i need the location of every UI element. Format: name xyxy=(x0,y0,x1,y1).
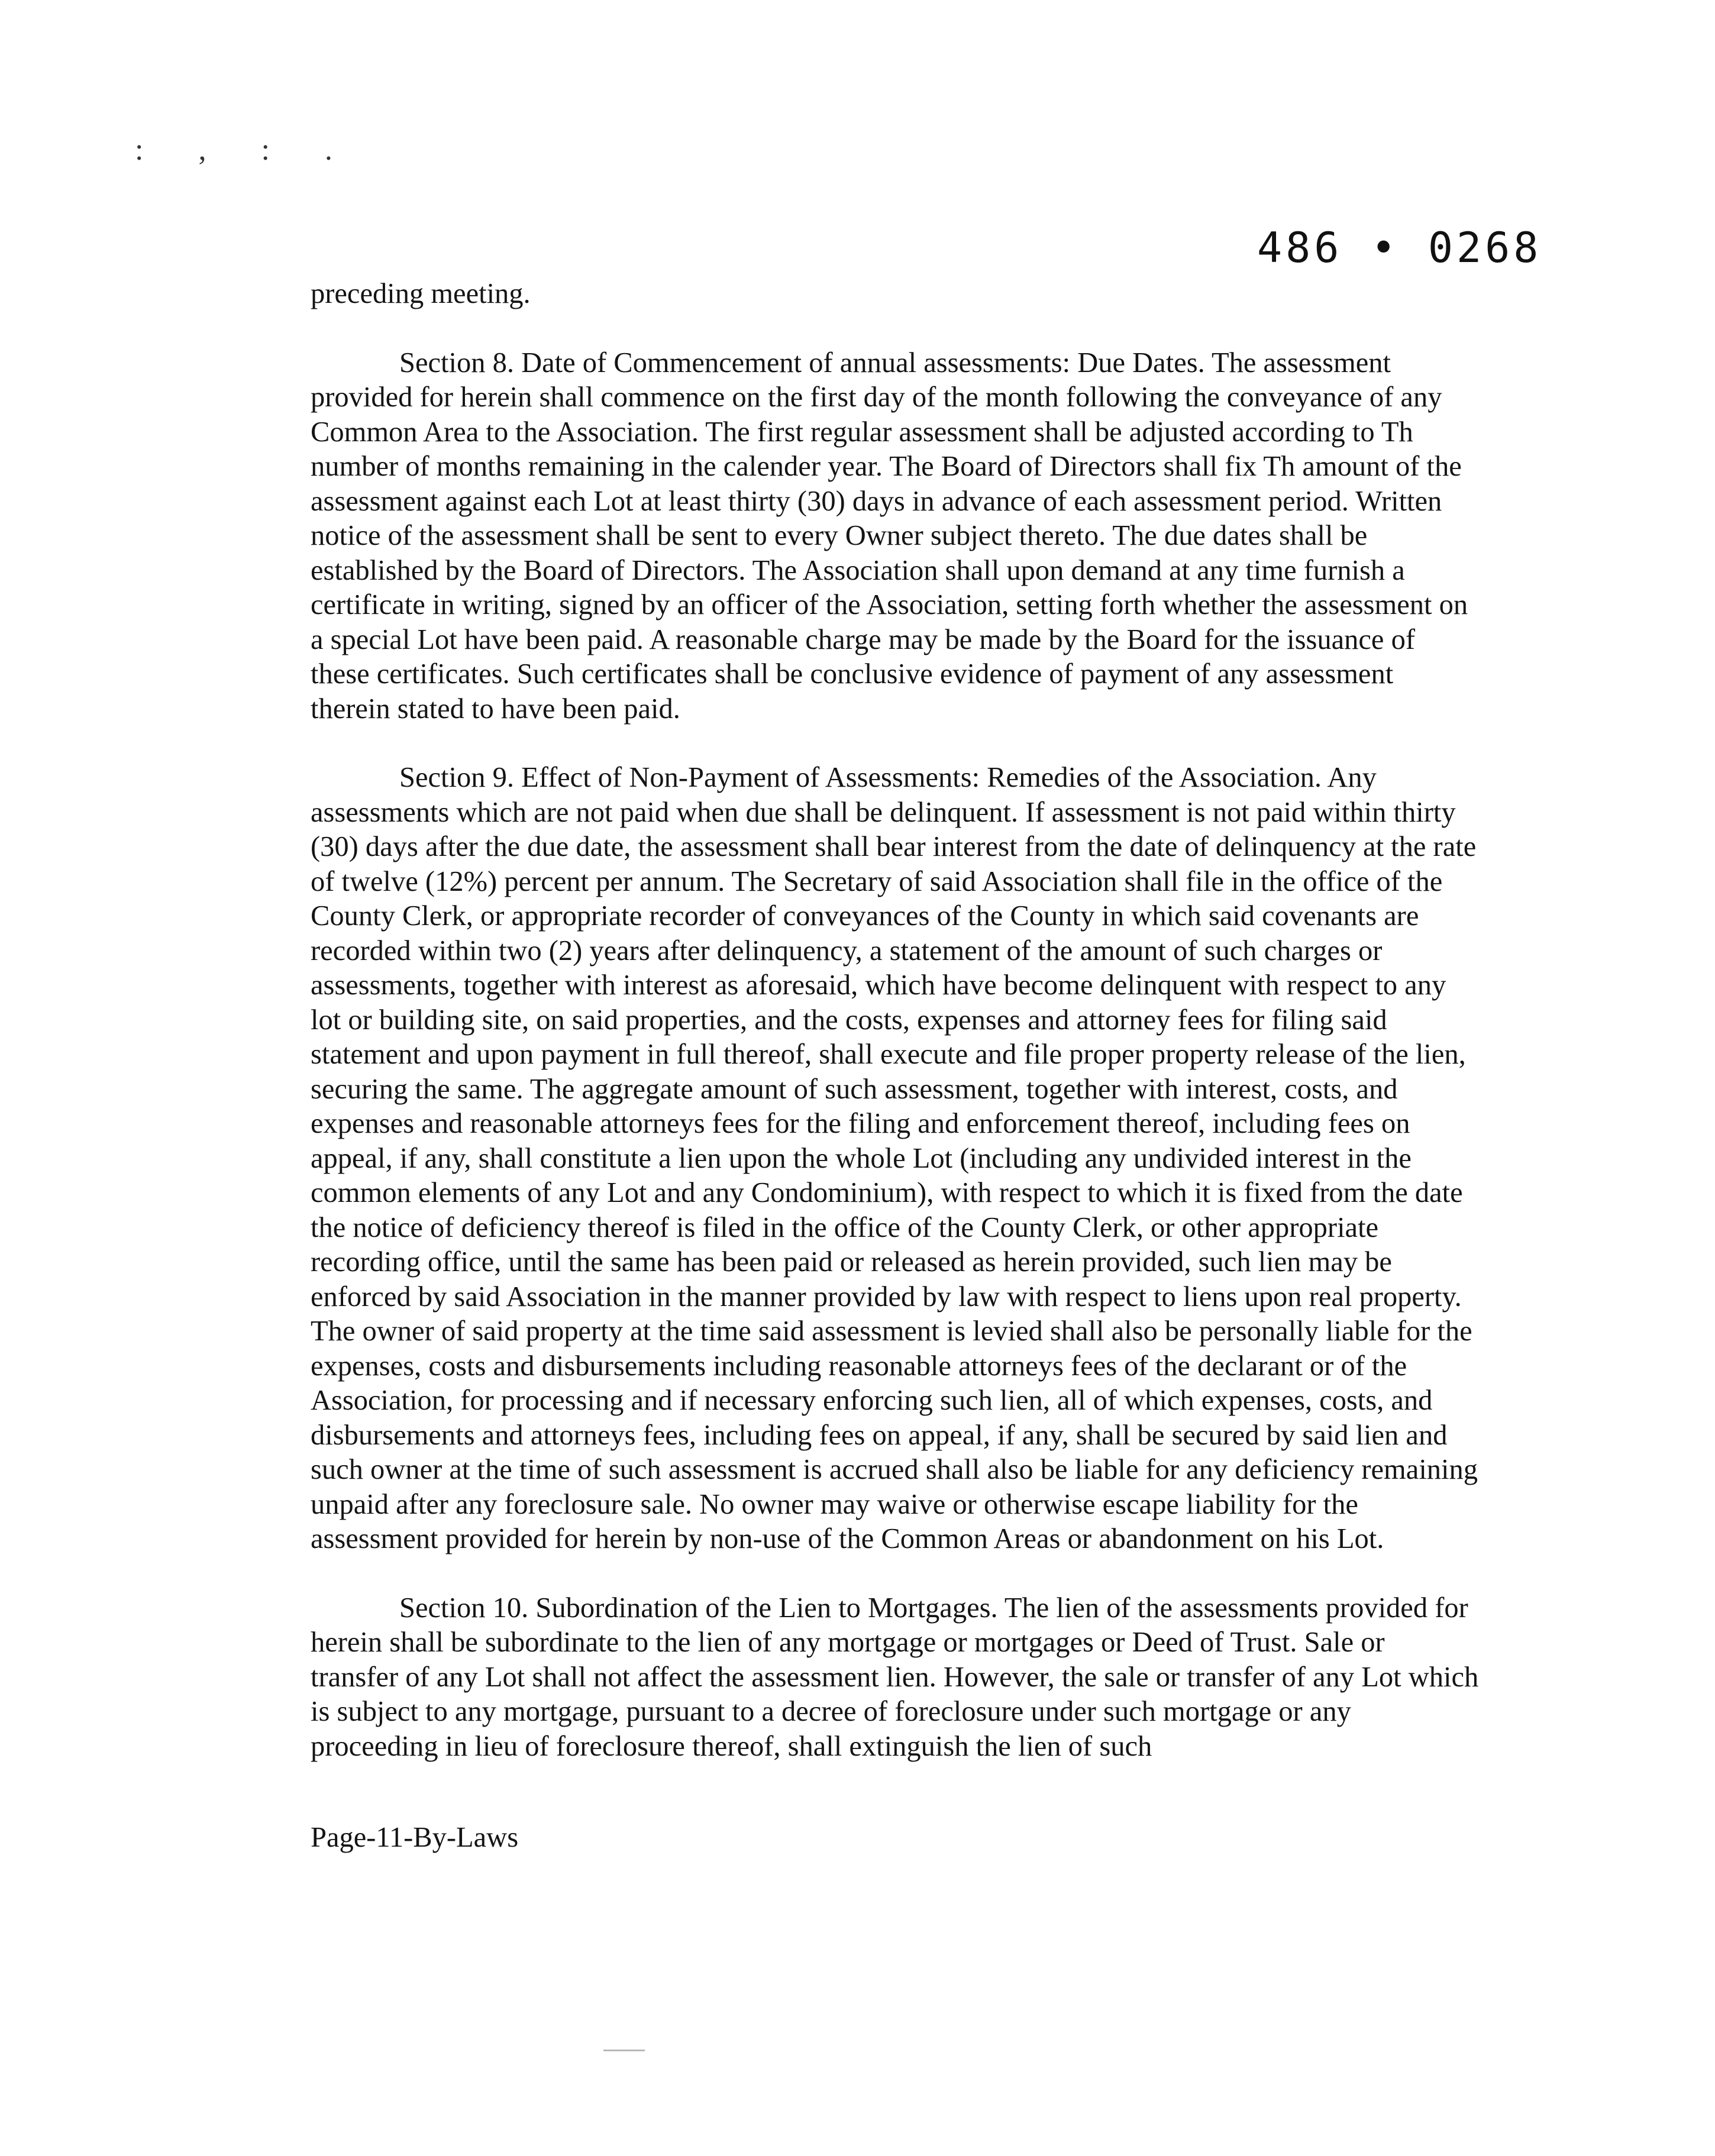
section-9-paragraph: Section 9. Effect of Non-Payment of Assessments: Remedies of the Association. Any assessments which are not paid when due shall be delinquent. If assessment is not paid within thirty (30) days after the due date, the assessment shall bear interest from the date of delinquency at the rate of twelve (12%) percent per annum. The Secretary of said Association shall file in the office of the County Clerk, or appropriate recorder of conveyances of the County in which said covenants are recorded within two (2) years after delinquency, a statement of the amount of such charges or assessments, together with interest as aforesaid, which have become delinquent with respect to any lot or building site, on said properties, and the costs, expenses and attorney fees for filing said statement and upon payment in full thereof, shall execute and file proper property release of the lien, securing the same. The aggregate amount of such assessment, together with interest, costs, and expenses and reasonable attorneys fees for the filing and enforcement thereof, including fees on appeal, if any, shall constitute a lien upon the whole Lot (including any undivided interest in the common elements of any Lot and any Condominium), with respect to which it is fixed from the date the notice of deficiency thereof is filed in the office of the County Clerk, or other appropriate recording office, until the same has been paid or released as herein provided, such lien may be enforced by said Association in the manner provided by law with respect to liens upon real property. The owner of said property at the time said assessment is levied shall also be personally liable for the expenses, costs and disbursements including reasonable attorneys fees of the declarant or of the Association, for processing and if necessary enforcing such lien, all of which expenses, costs, and disbursements and attorneys fees, including fees on appeal, if any, shall be secured by said lien and such owner at the time of such assessment is accrued shall also be liable for any deficiency remaining unpaid after any foreclosure sale. No owner may waive or otherwise escape liability for the assessment provided for herein by non-use of the Common Areas or abandonment on his Lot. xyxy=(311,762,1478,1554)
scan-mark xyxy=(603,2050,645,2051)
section-10-paragraph: Section 10. Subordination of the Lien to Mortgages. The lien of the assessments provided for herein shall be subordinate to the lien of any mortgage or mortgages or Deed of Trust. Sale or transfer of any Lot shall not affect the assessment lien. However, the sale or transfer of any Lot which is subject to any mortgage, pursuant to a decree of foreclosure under such mortgage or any proceeding in lieu of foreclosure thereof, shall extinguish the lien of such xyxy=(311,1592,1479,1762)
document-body xyxy=(311,277,1479,1798)
book-page-number: 486 • 0268 xyxy=(1257,224,1542,272)
page-footer-label: Page-11-By-Laws xyxy=(311,1822,519,1853)
scan-specks: : , : . xyxy=(135,133,356,167)
continuation-text: preceding meeting. xyxy=(311,278,531,309)
section-8-paragraph: Section 8. Date of Commencement of annual assessments: Due Dates. The assessment provided for herein shall commence on the first day of the month following the conveyance of any Common Area to the Association. The first regular assessment shall be adjusted according to Th number of months remaining in the calender year. The Board of Directors shall fix Th amount of the assessment against each Lot at least thirty (30) days in advance of each assessment period. Written notice of the assessment shall be sent to every Owner subject thereto. The due dates shall be established by the Board of Directors. The Association shall upon demand at any time furnish a certificate in writing, signed by an officer of the Association, setting forth whether the assessment on a special Lot have been paid. A reasonable charge may be made by the Board for the issuance of these certificates. Such certificates shall be conclusive evidence of payment of any assessment therein stated to have been paid. xyxy=(311,347,1468,725)
